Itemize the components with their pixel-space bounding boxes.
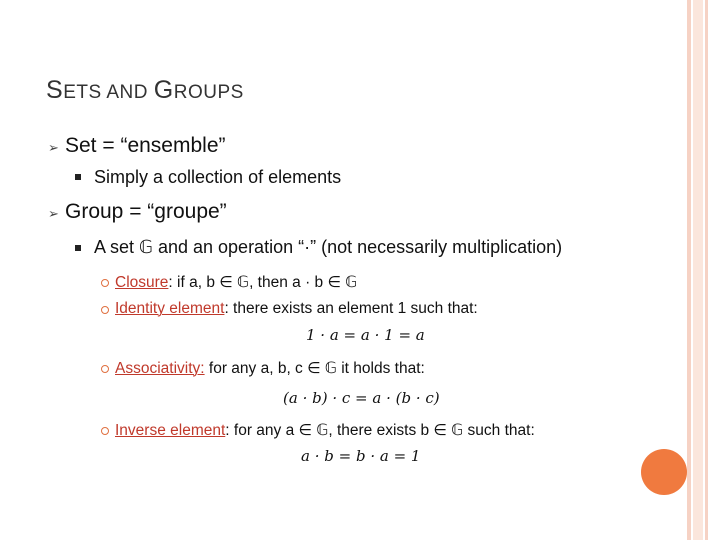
square-bullet-icon [75, 174, 81, 180]
associativity-equation: (a · b) · c = a · (b · c) [283, 389, 440, 407]
ring-bullet-icon [101, 279, 109, 287]
bullet-set-description: Simply a collection of elements [94, 167, 342, 187]
frame-stripe-inner [687, 0, 691, 540]
square-bullet-icon [75, 245, 81, 251]
associativity-link[interactable]: Associativity: [115, 360, 205, 377]
arrow-bullet-icon: ➢ [48, 140, 59, 155]
decorative-circle [641, 449, 687, 495]
associativity-property: Associativity: for any a, b, c ∈ 𝔾 it holds that: [115, 360, 425, 377]
slide-title: SETS AND GROUPS [46, 76, 244, 104]
arrow-bullet-icon: ➢ [48, 206, 59, 221]
identity-link[interactable]: Identity element [115, 300, 225, 317]
closure-link[interactable]: Closure [115, 274, 169, 291]
bullet-group-description: A set 𝔾 and an operation “·” (not necessarily multiplication) [94, 237, 563, 257]
ring-bullet-icon [101, 365, 109, 373]
identity-equation: 1 · a = a · 1 = a [306, 326, 425, 344]
inverse-equation: a · b = b · a = 1 [301, 447, 421, 465]
inverse-link[interactable]: Inverse element [115, 422, 226, 439]
frame-stripe-outer [705, 0, 708, 540]
frame-stripe-middle [693, 0, 703, 540]
bullet-set: Set = “ensemble” [65, 134, 226, 157]
ring-bullet-icon [101, 427, 109, 435]
bullet-group: Group = “groupe” [65, 200, 227, 223]
identity-property: Identity element: there exists an element 1 such that: [115, 300, 478, 317]
inverse-property: Inverse element: for any a ∈ 𝔾, there exists b ∈ 𝔾 such that: [115, 422, 535, 439]
closure-property: Closure: if a, b ∈ 𝔾, then a · b ∈ 𝔾 [115, 274, 358, 291]
ring-bullet-icon [101, 306, 109, 314]
